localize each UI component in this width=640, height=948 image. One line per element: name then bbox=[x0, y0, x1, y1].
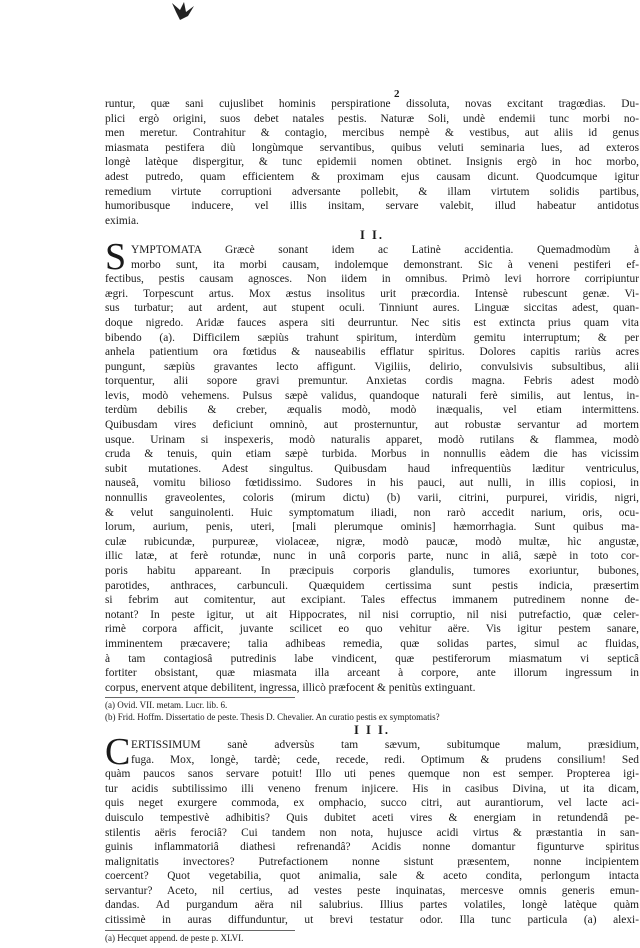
text-line: usque. Urinam si inspexeris, modò naturalis apparet, modò rutilans & flammea, modò bbox=[105, 433, 639, 446]
text-line: YMPTOMATA Græcè sonant idem ac Latinè accidentia. Quemadmodùm à bbox=[131, 243, 639, 256]
text-line: cruda & tenuis, quin etiam sæpè turbida. Morbus in nonnullis eàdem die has vicissim bbox=[105, 448, 639, 461]
text-line: coercent? Quot vegetabilia, quot animalia, sale & aceto condita, perlongum intacta bbox=[105, 870, 639, 883]
text-line: subit mutationes. Adest singultus. Quibusdam haud infrequentiùs læditur ventriculus, bbox=[105, 462, 639, 475]
text-line: runtur, quæ sani cujuslibet hominis perspiratione dissoluta, novas excitant tragœdias. Du- bbox=[105, 98, 639, 110]
paragraph-symptomata bbox=[105, 235, 639, 695]
text-line: doque nigredo. Aridæ fauces aspera siti deurruntur. Nec sitis est extincta prius quam vita bbox=[105, 316, 639, 329]
text-line: bibendo (a). Difficilem sæpiùs trahunt spiritum, interdùm gemitu interruptum; & per bbox=[105, 331, 639, 344]
section-heading-2: I I. bbox=[360, 228, 384, 243]
text-line: & velut sanguinolenti. Huic symptomatum iliadi, non rarò accedit narium, oris, ocu- bbox=[105, 506, 639, 519]
text-line: quis neget exurgere commoda, ex omphacio, succo citri, aut aurantiorum, vel lacte aci- bbox=[105, 797, 639, 810]
text-line: torquentur, alii sopore gravi premuntur. Anxietas cordis magna. Febris adest modò bbox=[105, 375, 639, 388]
drop-cap-s: S bbox=[105, 235, 127, 278]
text-line: ægri. Torpescunt artus. Mox æstus insolitus urit præcordia. Intensè rubescunt genæ. Vi- bbox=[105, 287, 639, 300]
text-line: servantur? Aceto, nil certius, ad vestes peste inquinatas, mercesve omnis generis emun- bbox=[105, 884, 639, 897]
text-line: men meretur. Contrahitur & contagio, mercibus nempè & vestibus, aut aliis id genus bbox=[105, 127, 639, 140]
text-line: plici ergò origini, suos debet natales pestis. Naturæ Soli, undè endemii tunc morbi no- bbox=[105, 112, 639, 125]
text-line: fuga. Mox, longè, tardè; cede, recede, redi. Optimum & prudens consilium! Sed bbox=[131, 753, 639, 766]
text-line: notant? In peste igitur, ut ait Hippocrates, nil nisi corruptio, nil nisi putrefactio, quæ celer- bbox=[105, 608, 639, 621]
text-line: remedium virtute corruptioni adversante pollebit, & illam virtutem solidis partibus, bbox=[105, 185, 639, 198]
text-line: morbo sunt, ita morbi causam, indolemque demonstrant. Sic à veneni pestiferi ef- bbox=[131, 258, 639, 271]
footnote-line: (a) Hecquet append. de peste p. XLVI. bbox=[105, 932, 244, 943]
text-line: anhela patientium ora fœtidus & nauseabilis efflatur spiritus. Dolores capitis rariùs acres bbox=[105, 346, 639, 359]
text-line: humoribusque inducere, vel illis insitam, servare valebit, illud habeatur antidotus bbox=[105, 200, 639, 213]
text-line: levis, modò vehemens. Pulsus sæpè validus, quandoque naturali ferè similis, aut lentus, in- bbox=[105, 389, 639, 402]
text-line: malignitatis invectores? Putrefactionem nonne sistunt præsentem, nonne incipientem bbox=[105, 855, 639, 868]
text-line: fectibus, pestis causam agnosces. Non iidem in omnibus. Primò levi horrore corripiuntur bbox=[105, 273, 639, 286]
text-line: longè latèque dispergitur, & tunc epidemii nomen obtinet. Insignis ergò in hoc morbo, bbox=[105, 156, 639, 169]
body-text bbox=[105, 97, 639, 944]
text-line: si febrim aut comitentur, aut excipiant. Tales effectus immanem putredinem nonne de- bbox=[105, 594, 639, 607]
text-line: nonnullis graveolentes, coloris (mirum dictu) (b) varii, citrini, purpurei, viridis, nigri, bbox=[105, 492, 639, 505]
text-line: sus turbatur; aut ardent, aut stupent oculi. Tinniunt aures. Linguæ siccitas adest, quan- bbox=[105, 302, 639, 315]
footnote-line: (b) Frid. Hoffm. Dissertatio de peste. Thesis D. Chevalier. An curatio pestis ex symptomatis? bbox=[105, 711, 440, 722]
text-line: dandas. Ad purgandum aëra nil salubrius. Illius partes volatiles, longè latèque quàm bbox=[105, 899, 639, 912]
footnote-rule-2 bbox=[105, 930, 295, 931]
text-line: pungunt, sæpiùs gravantes lecto affigunt. Vigiliis, delirio, convulsivis subsultibus, alii bbox=[105, 360, 639, 373]
page-number: 2 bbox=[394, 88, 400, 100]
text-line: tur acidis subtilissimo illi veneno frenum injicere. His in casibus Divina, ut ita dicam, bbox=[105, 782, 639, 795]
paragraph-intro bbox=[105, 97, 639, 228]
text-line: eximia. bbox=[105, 214, 139, 227]
text-line: ERTISSIMUM sanè adversùs tam sævum, subitumque malum, præsidium, bbox=[131, 738, 639, 751]
text-line: miasmata pestifera diù longùmque servantibus, quibus veluti seminaria lues, ad exteros bbox=[105, 141, 639, 154]
text-line: Quibusdam vires deficiunt omninò, aut prosternuntur, aut robustæ servantur ad mortem bbox=[105, 419, 639, 432]
drop-cap-c: C bbox=[105, 730, 131, 773]
text-line: à tam contagiosâ putredinis labe vindicent, quæ pestiferorum miasmatum vi septicâ bbox=[105, 652, 639, 665]
text-line: rimè corpora afficit, juvante scilicet eo quo vehitur aëre. Vis igitur pestem sanare, bbox=[105, 623, 639, 636]
text-line: duisculo tempestivè adhibitis? Quis dubitet aceti vires & energiam in retundendâ pe- bbox=[105, 811, 639, 824]
footnotes-section-3 bbox=[105, 933, 639, 945]
footnote-rule bbox=[105, 697, 295, 698]
text-line: culæ rubicundæ, purpureæ, violaceæ, nigræ, modò paucæ, modò multæ, hìc angustæ, bbox=[105, 535, 639, 548]
printer-ornament-icon bbox=[170, 0, 196, 22]
text-line: corpus, enervent atque debilitent, ingressa, illicò præfocent & penitùs extinguant. bbox=[105, 681, 476, 694]
text-line: illic latæ, at ferè rotundæ, nunc in unâ corporis parte, nunc in aliâ, sæpè in toto cor- bbox=[105, 550, 639, 563]
text-line: fortiter obsistant, quæ miasmata illa arceant à corpore, ante illorum ingressum in bbox=[105, 667, 639, 680]
text-line: parotides, anthraces, carbunculi. Quæquidem certissima sunt pestis indicia, præsertim bbox=[105, 579, 639, 592]
footnotes-section-2 bbox=[105, 700, 639, 723]
text-line: terdùm debilis & creber, æqualis modò, modò inæqualis, vel etiam intermittens. bbox=[105, 404, 639, 417]
footnote-line: (a) Ovid. VII. metam. Lucr. lib. 6. bbox=[105, 700, 228, 711]
text-line: nauseâ, vomitu bilioso fœtidissimo. Sudores in his pauci, aut nulli, in illis copiosi, in bbox=[105, 477, 639, 490]
text-line: imminentem præcavere; talia adhibeas remedia, quæ solidas partes, simul ac fluidas, bbox=[105, 637, 639, 650]
text-line: lorum, aurium, penis, uteri, [mali plerumque ominis] hæmorrhagia. Sunt quibus ma- bbox=[105, 521, 639, 534]
text-line: poris habitu appareant. In præcipuis corporis glandulis, tumores exoriuntur, bubones, bbox=[105, 565, 639, 577]
text-line: guinis inflammatoriâ diathesi refrenandâ? Acidis nonne domantur figunturve spiritus bbox=[105, 841, 639, 854]
text-line: quàm paucos sanos servare potuit! Illo uti penes quemque non est semper. Propterea igi- bbox=[105, 768, 639, 781]
section-heading-3: I I I. bbox=[354, 723, 390, 738]
text-line: citissimè in auras diffunduntur, ut brevi testatur odor. Illa tunc particula (a) alexi- bbox=[105, 914, 639, 927]
text-line: stilentis aëris ferociâ? Cui tandem non nota, hujusce acidi virtus & præstantia in san- bbox=[105, 826, 639, 839]
text-line: adest putredo, quam efficientem & proximam ejus causam dicunt. Quodcumque igitur bbox=[105, 170, 639, 183]
